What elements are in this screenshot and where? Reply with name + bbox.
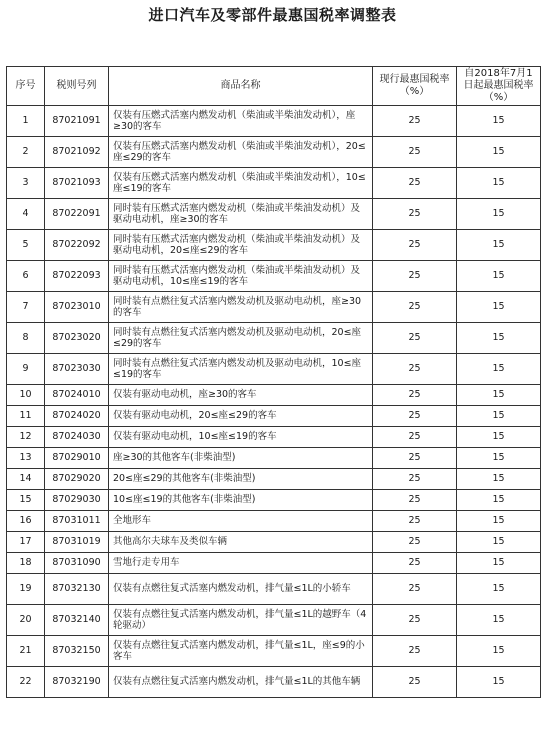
- row-product-name: 全地形车: [109, 511, 373, 532]
- row-index: 14: [7, 469, 45, 490]
- row-new-rate: 15: [457, 448, 541, 469]
- row-index: 19: [7, 574, 45, 605]
- row-current-rate: 25: [373, 469, 457, 490]
- row-product-name: 仅装有驱动电动机，10≤座≤19的客车: [109, 427, 373, 448]
- table-row: [7, 385, 541, 406]
- page-title: 进口汽车及零部件最惠国税率调整表: [148, 6, 397, 24]
- row-index: 7: [7, 292, 45, 323]
- row-index: 9: [7, 354, 45, 385]
- row-product-name: 雪地行走专用车: [109, 553, 373, 574]
- row-current-rate: 25: [373, 137, 457, 168]
- table-row: [7, 574, 541, 605]
- header-product-name: 商品名称: [109, 67, 373, 106]
- row-new-rate: 15: [457, 490, 541, 511]
- row-tariff-code: 87023010: [45, 292, 109, 323]
- row-current-rate: 25: [373, 385, 457, 406]
- tariff-table: [6, 66, 541, 698]
- row-product-name: 仅装有点燃往复式活塞内燃发动机，排气量≤1L，座≤9的小客车: [109, 636, 373, 667]
- row-index: 10: [7, 385, 45, 406]
- row-current-rate: 25: [373, 605, 457, 636]
- row-current-rate: 25: [373, 199, 457, 230]
- row-new-rate: 15: [457, 406, 541, 427]
- row-product-name: 仅装有点燃往复式活塞内燃发动机，排气量≤1L的其他车辆: [109, 667, 373, 698]
- row-current-rate: 25: [373, 106, 457, 137]
- row-index: 17: [7, 532, 45, 553]
- row-index: 5: [7, 230, 45, 261]
- row-product-name: 20≤座≤29的其他客车(非柴油型): [109, 469, 373, 490]
- table-header-row: [7, 67, 541, 106]
- table-row: [7, 323, 541, 354]
- table-row: [7, 292, 541, 323]
- row-tariff-code: 87021091: [45, 106, 109, 137]
- table-row: [7, 605, 541, 636]
- table-row: [7, 448, 541, 469]
- row-index: 8: [7, 323, 45, 354]
- row-tariff-code: 87031019: [45, 532, 109, 553]
- header-current-rate: 现行最惠国税率（%）: [373, 67, 457, 106]
- row-index: 15: [7, 490, 45, 511]
- row-current-rate: 25: [373, 261, 457, 292]
- row-new-rate: 15: [457, 532, 541, 553]
- row-new-rate: 15: [457, 667, 541, 698]
- row-current-rate: 25: [373, 511, 457, 532]
- row-index: 2: [7, 137, 45, 168]
- row-tariff-code: 87024020: [45, 406, 109, 427]
- row-current-rate: 25: [373, 168, 457, 199]
- row-tariff-code: 87029020: [45, 469, 109, 490]
- row-product-name: 仅装有驱动电动机，座≥30的客车: [109, 385, 373, 406]
- row-index: 16: [7, 511, 45, 532]
- table-row: [7, 490, 541, 511]
- row-new-rate: 15: [457, 553, 541, 574]
- row-tariff-code: 87029030: [45, 490, 109, 511]
- table-row: [7, 230, 541, 261]
- row-new-rate: 15: [457, 261, 541, 292]
- row-new-rate: 15: [457, 199, 541, 230]
- row-tariff-code: 87031090: [45, 553, 109, 574]
- row-new-rate: 15: [457, 168, 541, 199]
- table-row: [7, 667, 541, 698]
- table-row: [7, 199, 541, 230]
- row-tariff-code: 87024010: [45, 385, 109, 406]
- row-new-rate: 15: [457, 230, 541, 261]
- row-product-name: 同时装有点燃往复式活塞内燃发动机及驱动电动机，座≥30的客车: [109, 292, 373, 323]
- row-index: 18: [7, 553, 45, 574]
- row-current-rate: 25: [373, 323, 457, 354]
- row-new-rate: 15: [457, 469, 541, 490]
- row-product-name: 仅装有驱动电动机，20≤座≤29的客车: [109, 406, 373, 427]
- row-tariff-code: 87031011: [45, 511, 109, 532]
- row-product-name: 10≤座≤19的其他客车(非柴油型): [109, 490, 373, 511]
- row-new-rate: 15: [457, 574, 541, 605]
- row-tariff-code: 87029010: [45, 448, 109, 469]
- row-tariff-code: 87032130: [45, 574, 109, 605]
- row-new-rate: 15: [457, 605, 541, 636]
- row-tariff-code: 87022093: [45, 261, 109, 292]
- row-new-rate: 15: [457, 106, 541, 137]
- row-tariff-code: 87032150: [45, 636, 109, 667]
- row-current-rate: 25: [373, 230, 457, 261]
- row-new-rate: 15: [457, 292, 541, 323]
- row-new-rate: 15: [457, 137, 541, 168]
- row-product-name: 仅装有点燃往复式活塞内燃发动机，排气量≤1L的越野车（4轮驱动）: [109, 605, 373, 636]
- table-row: [7, 261, 541, 292]
- row-product-name: 同时装有压燃式活塞内燃发动机（柴油或半柴油发动机）及驱动电动机，座≥30的客车: [109, 199, 373, 230]
- row-tariff-code: 87022091: [45, 199, 109, 230]
- row-product-name: 同时装有压燃式活塞内燃发动机（柴油或半柴油发动机）及驱动电动机，20≤座≤29的客车: [109, 230, 373, 261]
- table-row: [7, 168, 541, 199]
- row-current-rate: 25: [373, 490, 457, 511]
- row-current-rate: 25: [373, 553, 457, 574]
- table-row: [7, 511, 541, 532]
- row-product-name: 仅装有压燃式活塞内燃发动机（柴油或半柴油发动机），10≤座≤19的客车: [109, 168, 373, 199]
- row-index: 6: [7, 261, 45, 292]
- header-new-rate: 自2018年7月1日起最惠国税率（%）: [457, 67, 541, 106]
- table-row: [7, 137, 541, 168]
- row-new-rate: 15: [457, 385, 541, 406]
- row-current-rate: 25: [373, 636, 457, 667]
- row-product-name: 同时装有压燃式活塞内燃发动机（柴油或半柴油发动机）及驱动电动机，10≤座≤19的客车: [109, 261, 373, 292]
- table-row: [7, 106, 541, 137]
- row-new-rate: 15: [457, 636, 541, 667]
- row-tariff-code: 87022092: [45, 230, 109, 261]
- row-index: 11: [7, 406, 45, 427]
- row-tariff-code: 87023020: [45, 323, 109, 354]
- row-index: 1: [7, 106, 45, 137]
- row-current-rate: 25: [373, 292, 457, 323]
- row-index: 20: [7, 605, 45, 636]
- row-product-name: 仅装有压燃式活塞内燃发动机（柴油或半柴油发动机），座≥30的客车: [109, 106, 373, 137]
- row-tariff-code: 87023030: [45, 354, 109, 385]
- row-current-rate: 25: [373, 532, 457, 553]
- row-current-rate: 25: [373, 354, 457, 385]
- row-current-rate: 25: [373, 406, 457, 427]
- row-tariff-code: 87021092: [45, 137, 109, 168]
- row-tariff-code: 87021093: [45, 168, 109, 199]
- row-product-name: 同时装有点燃往复式活塞内燃发动机及驱动电动机，20≤座≤29的客车: [109, 323, 373, 354]
- row-product-name: 其他高尔夫球车及类似车辆: [109, 532, 373, 553]
- header-tariff-code: 税则号列: [45, 67, 109, 106]
- row-index: 12: [7, 427, 45, 448]
- table-row: [7, 636, 541, 667]
- table-row: [7, 532, 541, 553]
- row-tariff-code: 87024030: [45, 427, 109, 448]
- row-product-name: 座≥30的其他客车(非柴油型): [109, 448, 373, 469]
- row-new-rate: 15: [457, 427, 541, 448]
- row-product-name: 仅装有点燃往复式活塞内燃发动机，排气量≤1L的小轿车: [109, 574, 373, 605]
- row-product-name: 同时装有点燃往复式活塞内燃发动机及驱动电动机，10≤座≤19的客车: [109, 354, 373, 385]
- row-new-rate: 15: [457, 354, 541, 385]
- row-product-name: 仅装有压燃式活塞内燃发动机（柴油或半柴油发动机），20≤座≤29的客车: [109, 137, 373, 168]
- row-current-rate: 25: [373, 667, 457, 698]
- row-index: 3: [7, 168, 45, 199]
- table-row: [7, 469, 541, 490]
- row-tariff-code: 87032140: [45, 605, 109, 636]
- row-tariff-code: 87032190: [45, 667, 109, 698]
- table-row: [7, 427, 541, 448]
- row-index: 21: [7, 636, 45, 667]
- table-row: [7, 553, 541, 574]
- row-index: 4: [7, 199, 45, 230]
- table-row: [7, 354, 541, 385]
- row-index: 13: [7, 448, 45, 469]
- row-current-rate: 25: [373, 448, 457, 469]
- row-current-rate: 25: [373, 574, 457, 605]
- row-index: 22: [7, 667, 45, 698]
- table-row: [7, 406, 541, 427]
- header-index: 序号: [7, 67, 45, 106]
- row-new-rate: 15: [457, 511, 541, 532]
- row-current-rate: 25: [373, 427, 457, 448]
- row-new-rate: 15: [457, 323, 541, 354]
